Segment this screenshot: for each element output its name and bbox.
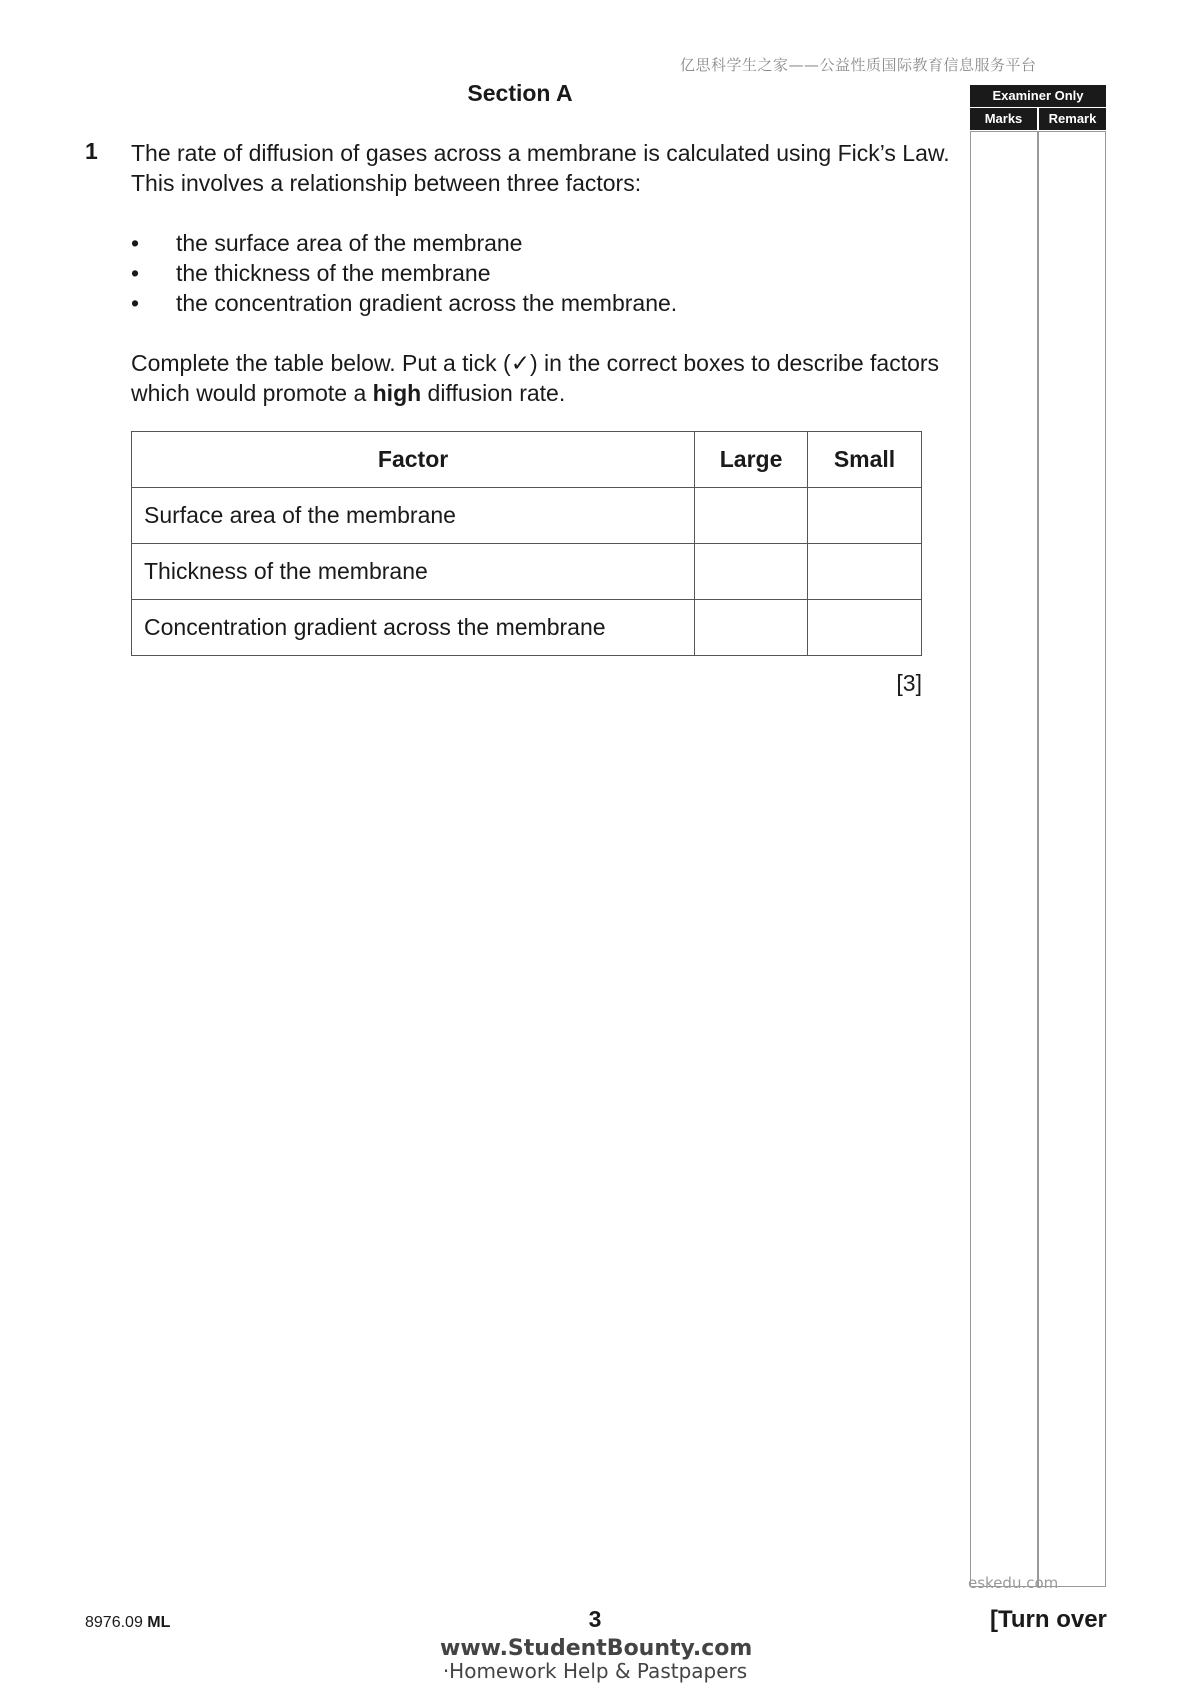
instruction-text-end: diffusion rate. <box>421 380 566 406</box>
list-item <box>131 228 951 258</box>
factor-cell: Thickness of the membrane <box>132 544 695 600</box>
question-intro: The rate of diffusion of gases across a membrane is calculated using Fick’s Law. This involves a relationship between three factors: <box>131 140 950 196</box>
tick-box-small[interactable] <box>808 488 922 544</box>
list-item-text: the thickness of the membrane <box>176 260 491 286</box>
question-instruction <box>131 348 951 408</box>
header-watermark: 亿思科学生之家——公益性质国际教育信息服务平台 <box>680 56 1037 74</box>
studentbounty-logo-url: www.StudentBounty.com <box>440 1636 753 1661</box>
paper-code-number: 8976.09 <box>85 1614 143 1631</box>
paper-code-suffix: ML <box>147 1614 171 1631</box>
list-item <box>131 288 951 318</box>
page-number: 3 <box>588 1606 602 1632</box>
list-item-text: the surface area of the membrane <box>176 230 523 256</box>
marks-header: Marks <box>970 108 1037 130</box>
table-row <box>132 544 922 600</box>
bullet-icon: • <box>131 290 140 316</box>
paper-code <box>85 1614 170 1632</box>
factor-cell: Concentration gradient across the membrane <box>132 600 695 656</box>
tick-box-large[interactable] <box>695 488 808 544</box>
bullet-icon: • <box>131 260 140 286</box>
table-row <box>132 600 922 656</box>
tick-box-small[interactable] <box>808 544 922 600</box>
remark-header: Remark <box>1039 108 1106 130</box>
factor-cell: Surface area of the membrane <box>132 488 695 544</box>
question-number: 1 <box>85 138 98 164</box>
column-header-small: Small <box>808 432 922 488</box>
question-marks: [3] <box>896 670 922 696</box>
column-header-large: Large <box>695 432 808 488</box>
tick-box-small[interactable] <box>808 600 922 656</box>
footer-watermark: eskedu.com <box>968 1574 1059 1592</box>
instruction-emphasis: high <box>372 380 422 406</box>
table-header-row <box>132 432 922 488</box>
table-row <box>132 488 922 544</box>
tick-box-large[interactable] <box>695 600 808 656</box>
factor-list <box>131 228 951 318</box>
section-title: Section A <box>467 80 573 106</box>
list-item <box>131 258 951 288</box>
list-item-text: the concentration gradient across the membrane. <box>176 290 678 316</box>
column-header-factor: Factor <box>132 432 695 488</box>
studentbounty-logo-tagline: ·Homework Help & Pastpapers <box>442 1659 748 1683</box>
examiner-only-column <box>970 85 1106 1585</box>
turn-over-label: [Turn over <box>990 1606 1107 1633</box>
instruction-text: Complete the table below. Put a tick (✓) in the correct boxes to describe factors which would promote a <box>131 350 940 406</box>
remark-column[interactable] <box>1038 131 1106 1587</box>
marks-column[interactable] <box>970 131 1038 1587</box>
factor-table <box>131 431 922 656</box>
bullet-icon: • <box>131 230 140 256</box>
tick-box-large[interactable] <box>695 544 808 600</box>
examiner-only-header: Examiner Only <box>970 85 1106 107</box>
